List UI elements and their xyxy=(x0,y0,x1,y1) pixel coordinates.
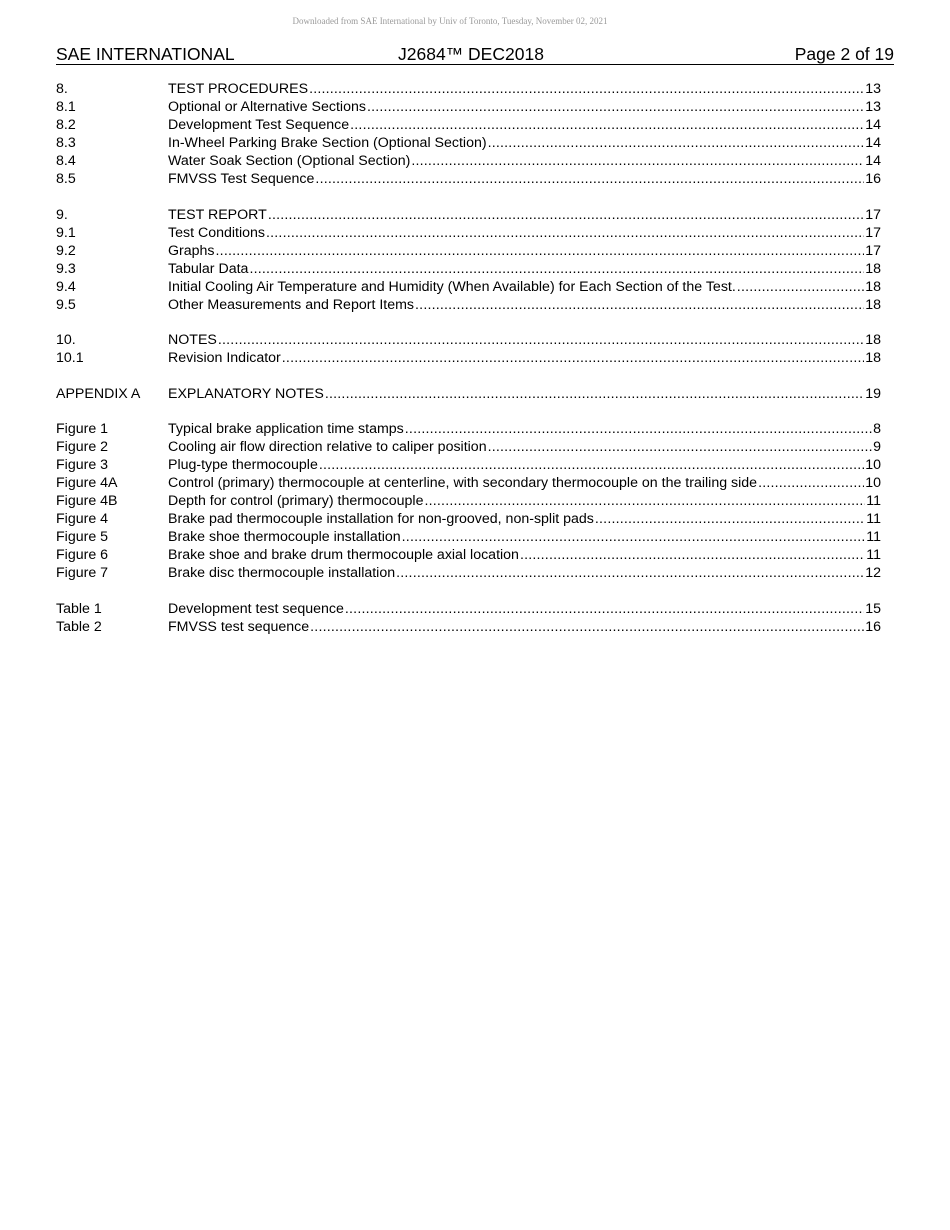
toc-entry-page: 9 xyxy=(873,439,881,455)
toc-entry-title: NOTES xyxy=(168,332,217,348)
toc-group-appendix xyxy=(56,385,881,403)
toc-dot-leader xyxy=(249,260,864,278)
toc-dot-leader xyxy=(319,456,864,474)
toc-entry-page: 18 xyxy=(865,350,881,366)
toc-entry[interactable] xyxy=(56,278,881,296)
toc-dot-leader xyxy=(396,564,864,582)
toc-entry-page: 10 xyxy=(865,457,881,473)
toc-dot-leader xyxy=(268,206,864,224)
toc-entry-number: 9.4 xyxy=(56,278,76,295)
toc-entry-number: 9. xyxy=(56,206,68,223)
toc-dot-leader xyxy=(520,546,865,564)
toc-entry[interactable] xyxy=(56,224,881,242)
toc-entry-page: 18 xyxy=(865,332,881,348)
toc-entry-number: 8.1 xyxy=(56,99,76,115)
toc-entry[interactable] xyxy=(56,349,881,367)
toc-entry-page: 16 xyxy=(865,618,881,635)
toc-entry-title: Tabular Data xyxy=(168,260,249,277)
toc-entry[interactable] xyxy=(56,492,881,510)
toc-entry-number: Table 1 xyxy=(56,600,102,617)
toc-entry-number: 10.1 xyxy=(56,350,84,366)
toc-entry-number: 9.2 xyxy=(56,242,76,259)
toc-entry[interactable] xyxy=(56,116,881,134)
toc-entry[interactable] xyxy=(56,98,881,116)
toc-entry-title: Revision Indicator xyxy=(168,350,281,366)
toc-dot-leader xyxy=(758,474,864,492)
toc-dot-leader xyxy=(411,152,864,170)
toc-entry-title: Control (primary) thermocouple at centerline, with secondary thermocouple on the trailing side xyxy=(168,475,758,491)
toc-entry[interactable] xyxy=(56,600,881,618)
download-watermark: Downloaded from SAE International by Univ of Toronto, Tuesday, November 02, 2021 xyxy=(292,16,608,26)
toc-dot-leader xyxy=(282,349,864,367)
toc-entry-page: 16 xyxy=(865,171,881,187)
toc-entry-number: Figure 7 xyxy=(56,565,109,581)
toc-entry-page: 11 xyxy=(866,511,881,527)
toc-entry-page: 17 xyxy=(865,224,881,241)
toc-entry[interactable] xyxy=(56,618,881,636)
toc-entry-number: Figure 5 xyxy=(56,529,109,545)
toc-entry[interactable] xyxy=(56,456,881,474)
toc-entry[interactable] xyxy=(56,510,881,528)
toc-entry-page: 17 xyxy=(865,206,881,223)
toc-entry[interactable] xyxy=(56,546,881,564)
toc-group-9 xyxy=(56,206,881,314)
toc-dot-leader xyxy=(216,242,865,260)
toc-entry-page: 14 xyxy=(865,135,881,151)
toc-entry-title: Depth for control (primary) thermocouple xyxy=(168,493,424,509)
toc-entry[interactable] xyxy=(56,528,881,546)
toc-entry-page: 11 xyxy=(866,529,881,545)
toc-entry-number: Figure 4B xyxy=(56,493,118,509)
toc-entry[interactable] xyxy=(56,206,881,224)
toc-dot-leader xyxy=(367,98,864,116)
toc-entry[interactable] xyxy=(56,474,881,492)
toc-entry-page: 18 xyxy=(865,278,881,295)
toc-entry-title: Brake shoe and brake drum thermocouple axial location xyxy=(168,547,519,563)
toc-entry-number: 9.5 xyxy=(56,296,76,313)
toc-entry-page: 14 xyxy=(865,153,881,169)
toc-entry-number: Table 2 xyxy=(56,618,102,635)
toc-entry-title: Plug-type thermocouple xyxy=(168,457,318,473)
toc-group-8 xyxy=(56,80,881,188)
toc-entry-number: 10. xyxy=(56,332,76,348)
toc-entry-title: Cooling air flow direction relative to caliper position xyxy=(168,439,487,455)
toc-entry-title: Brake disc thermocouple installation xyxy=(168,565,396,581)
toc-entry[interactable] xyxy=(56,134,881,152)
toc-entry-page: 13 xyxy=(865,99,881,115)
toc-entry-number: 9.1 xyxy=(56,224,76,241)
toc-entry-number: Figure 4 xyxy=(56,511,109,527)
toc-dot-leader xyxy=(325,385,864,403)
toc-entry-number: APPENDIX A xyxy=(56,385,141,402)
toc-dot-leader xyxy=(424,492,865,510)
toc-entry-number: 9.3 xyxy=(56,260,76,277)
toc-entry-title: TEST REPORT xyxy=(168,206,267,223)
toc-entry-page: 12 xyxy=(865,565,881,581)
toc-entry-number: 8.3 xyxy=(56,135,76,151)
toc-dot-leader xyxy=(345,600,864,618)
toc-dot-leader xyxy=(737,278,864,296)
toc-entry-title: Graphs xyxy=(168,242,215,259)
toc-entry-number: 8. xyxy=(56,81,68,97)
toc-entry-page: 8 xyxy=(873,421,881,437)
toc-entry[interactable] xyxy=(56,331,881,349)
toc-entry-page: 10 xyxy=(865,475,881,491)
toc-entry[interactable] xyxy=(56,80,881,98)
toc-entry-page: 18 xyxy=(865,296,881,313)
toc-dot-leader xyxy=(405,420,872,438)
toc-entry[interactable] xyxy=(56,385,881,403)
toc-dot-leader xyxy=(309,80,864,98)
toc-dot-leader xyxy=(266,224,864,242)
toc-entry-title: Optional or Alternative Sections xyxy=(168,99,366,115)
toc-dot-leader xyxy=(315,170,864,188)
toc-dot-leader xyxy=(350,116,864,134)
toc-entry-title: Typical brake application time stamps xyxy=(168,421,404,437)
toc-entry[interactable] xyxy=(56,438,881,456)
toc-entry-title: Water Soak Section (Optional Section) xyxy=(168,153,411,169)
table-of-contents xyxy=(56,80,881,653)
toc-entry-page: 18 xyxy=(865,260,881,277)
toc-entry-number: 8.4 xyxy=(56,153,76,169)
toc-entry[interactable] xyxy=(56,152,881,170)
toc-entry[interactable] xyxy=(56,296,881,314)
toc-entry-title: Other Measurements and Report Items xyxy=(168,296,415,313)
header-document-id: J2684™ DEC2018 xyxy=(398,44,544,64)
toc-group-figures xyxy=(56,420,881,582)
toc-dot-leader xyxy=(415,296,864,314)
toc-dot-leader xyxy=(218,331,864,349)
toc-entry-page: 11 xyxy=(866,493,881,509)
toc-entry-page: 15 xyxy=(865,600,881,617)
toc-entry[interactable] xyxy=(56,260,881,278)
page-header xyxy=(56,44,894,65)
toc-entry-number: Figure 2 xyxy=(56,439,109,455)
toc-entry-title: Development test sequence xyxy=(168,600,344,617)
toc-entry-title: FMVSS test sequence xyxy=(168,618,310,635)
toc-entry-number: Figure 1 xyxy=(56,421,109,437)
toc-dot-leader xyxy=(488,438,873,456)
toc-entry-number: Figure 4A xyxy=(56,475,118,491)
header-page-number: Page 2 of 19 xyxy=(794,44,894,64)
toc-entry[interactable] xyxy=(56,170,881,188)
toc-entry[interactable] xyxy=(56,564,881,582)
toc-entry-title: Brake pad thermocouple installation for non-grooved, non-split pads xyxy=(168,511,594,527)
toc-entry-number: Figure 3 xyxy=(56,457,109,473)
toc-dot-leader xyxy=(488,134,865,152)
toc-entry-page: 17 xyxy=(865,242,881,259)
toc-entry-page: 11 xyxy=(866,547,881,563)
toc-entry-title: Brake shoe thermocouple installation xyxy=(168,529,401,545)
toc-entry-page: 14 xyxy=(865,117,881,133)
toc-entry-title: FMVSS Test Sequence xyxy=(168,171,315,187)
toc-group-tables xyxy=(56,600,881,636)
toc-entry-number: 8.5 xyxy=(56,171,76,187)
toc-entry-title: In-Wheel Parking Brake Section (Optional Section) xyxy=(168,135,487,151)
toc-dot-leader xyxy=(595,510,865,528)
toc-entry-page: 13 xyxy=(865,81,881,97)
toc-entry[interactable] xyxy=(56,420,881,438)
toc-dot-leader xyxy=(402,528,866,546)
toc-entry-title: Test Conditions xyxy=(168,224,265,241)
toc-entry-title: EXPLANATORY NOTES xyxy=(168,385,324,402)
toc-entry-title: Development Test Sequence xyxy=(168,117,350,133)
toc-entry-title: Initial Cooling Air Temperature and Humidity (When Available) for Each Section of the Test. xyxy=(168,278,736,295)
toc-group-10 xyxy=(56,331,881,367)
toc-entry-page: 19 xyxy=(865,385,881,402)
toc-entry[interactable] xyxy=(56,242,881,260)
toc-entry-number: 8.2 xyxy=(56,117,76,133)
toc-entry-number: Figure 6 xyxy=(56,547,109,563)
header-organization: SAE INTERNATIONAL xyxy=(56,44,235,64)
toc-entry-title: TEST PROCEDURES xyxy=(168,81,309,97)
toc-dot-leader xyxy=(310,618,864,636)
